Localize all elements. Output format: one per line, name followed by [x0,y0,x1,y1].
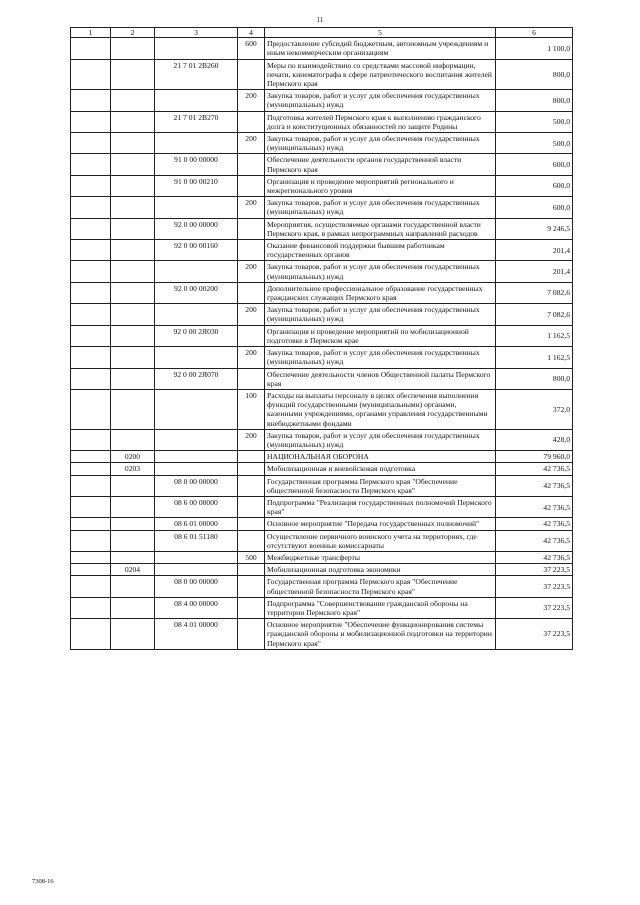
cell-target-code: 08 6 00 00000 [155,496,238,517]
cell-expense-type [238,576,265,597]
cell-col1 [71,368,111,389]
cell-amount: 42 736,5 [496,496,573,517]
cell-expense-type [238,218,265,239]
cell-description: Закупка товаров, работ и услуг для обеспечения государственных (муниципальных) нужд [265,197,496,218]
cell-section-code [111,59,155,90]
cell-target-code: 92 0 00 2Я070 [155,368,238,389]
table-row [71,325,573,346]
cell-col1 [71,240,111,261]
cell-section-code [111,530,155,551]
cell-col1 [71,38,111,59]
cell-expense-type: 500 [238,551,265,563]
table-row [71,304,573,325]
cell-expense-type [238,368,265,389]
cell-section-code [111,347,155,368]
cell-expense-type [238,463,265,475]
cell-expense-type [238,530,265,551]
cell-target-code [155,429,238,450]
cell-col1 [71,576,111,597]
cell-col1 [71,429,111,450]
cell-target-code [155,304,238,325]
cell-description: Подпрограмма "Реализация государственных полномочий Пермского края" [265,496,496,517]
table-row [71,475,573,496]
table-row [71,389,573,429]
cell-section-code [111,154,155,175]
cell-description: Обеспечение деятельности членов Общественной палаты Пермского края [265,368,496,389]
cell-target-code: 92 0 00 00000 [155,218,238,239]
budget-table [70,27,573,650]
cell-target-code [155,551,238,563]
cell-expense-type [238,59,265,90]
table-row [71,111,573,132]
cell-section-code [111,304,155,325]
table-row [71,496,573,517]
table-row [71,368,573,389]
table-row [71,597,573,618]
table-row [71,518,573,530]
cell-section-code [111,111,155,132]
cell-description: Закупка товаров, работ и услуг для обеспечения государственных (муниципальных) нужд [265,261,496,282]
cell-section-code: 0200 [111,451,155,463]
cell-expense-type [238,475,265,496]
cell-col1 [71,111,111,132]
table-row [71,463,573,475]
cell-expense-type [238,496,265,517]
cell-target-code: 91 0 00 00210 [155,175,238,196]
cell-section-code [111,475,155,496]
table-row [71,451,573,463]
cell-col1 [71,463,111,475]
table-row [71,429,573,450]
cell-section-code [111,240,155,261]
cell-section-code [111,90,155,111]
table-row [71,282,573,303]
header-cell: 5 [265,28,496,38]
cell-description: Организация и проведение мероприятий регионального и межрегионального уровня [265,175,496,196]
cell-amount: 800,0 [496,90,573,111]
cell-description: Закупка товаров, работ и услуг для обеспечения государственных (муниципальных) нужд [265,347,496,368]
cell-target-code: 92 0 00 2Я030 [155,325,238,346]
cell-section-code [111,197,155,218]
cell-section-code [111,389,155,429]
cell-description: Подпрограмма "Совершенствование гражданской обороны на территории Пермского края" [265,597,496,618]
cell-amount: 42 736,5 [496,551,573,563]
cell-description: Мобилизационная и вневойсковая подготовка [265,463,496,475]
cell-section-code [111,551,155,563]
cell-target-code [155,133,238,154]
cell-section-code [111,282,155,303]
cell-amount: 42 736,5 [496,463,573,475]
cell-amount: 42 736,5 [496,475,573,496]
cell-description: Закупка товаров, работ и услуг для обеспечения государственных (муниципальных) нужд [265,429,496,450]
cell-description: Основное мероприятие "Передача государственных полномочий" [265,518,496,530]
header-cell: 3 [155,28,238,38]
cell-amount: 500,0 [496,133,573,154]
table-row [71,347,573,368]
cell-description: Основное мероприятие "Обеспечение функционирования системы гражданской обороны и мобилизационной подготовки на территории Пермского края" [265,619,496,650]
cell-description: Государственная программа Пермского края "Обеспечение общественной безопасности Пермского края" [265,475,496,496]
cell-col1 [71,218,111,239]
header-cell: 4 [238,28,265,38]
cell-target-code: 21 7 01 2В270 [155,111,238,132]
cell-target-code [155,463,238,475]
cell-expense-type [238,564,265,576]
cell-expense-type [238,175,265,196]
cell-expense-type: 200 [238,133,265,154]
cell-expense-type: 200 [238,261,265,282]
cell-col1 [71,597,111,618]
cell-amount: 428,0 [496,429,573,450]
cell-expense-type [238,282,265,303]
cell-description: Осуществление первичного воинского учета на территориях, где отсутствуют военные комиссариаты [265,530,496,551]
cell-amount: 1 162,5 [496,325,573,346]
cell-target-code: 08 0 00 00000 [155,576,238,597]
cell-description: Обеспечение деятельности органов государственной власти Пермского края [265,154,496,175]
cell-description: Мобилизационная подготовка экономики [265,564,496,576]
cell-amount: 800,0 [496,59,573,90]
cell-description: Расходы на выплаты персоналу в целях обеспечения выполнения функций государственными (муниципальными) органами, казенными учреждениями, органами управления государственными внебюджетными фондами [265,389,496,429]
cell-expense-type: 200 [238,90,265,111]
cell-col1 [71,518,111,530]
cell-amount: 9 246,5 [496,218,573,239]
cell-expense-type: 600 [238,38,265,59]
cell-col1 [71,261,111,282]
cell-target-code [155,38,238,59]
cell-amount: 42 736,5 [496,530,573,551]
header-cell: 1 [71,28,111,38]
document-id: 7308-16 [32,878,54,885]
cell-target-code: 92 0 00 00160 [155,240,238,261]
cell-section-code [111,576,155,597]
cell-expense-type [238,111,265,132]
cell-section-code [111,597,155,618]
header-cell: 6 [496,28,573,38]
cell-section-code [111,175,155,196]
table-row [71,619,573,650]
cell-description: Закупка товаров, работ и услуг для обеспечения государственных (муниципальных) нужд [265,133,496,154]
cell-col1 [71,551,111,563]
cell-description: Оказание финансовой поддержки бывшим работникам государственных органов [265,240,496,261]
cell-description: НАЦИОНАЛЬНАЯ ОБОРОНА [265,451,496,463]
cell-expense-type [238,154,265,175]
cell-section-code [111,38,155,59]
cell-target-code [155,90,238,111]
cell-description: Межбюджетные трансферты [265,551,496,563]
cell-col1 [71,133,111,154]
cell-amount: 372,0 [496,389,573,429]
cell-amount: 800,0 [496,368,573,389]
cell-col1 [71,154,111,175]
cell-amount: 500,0 [496,111,573,132]
table-row [71,197,573,218]
header-cell: 2 [111,28,155,38]
cell-col1 [71,564,111,576]
cell-col1 [71,197,111,218]
cell-expense-type [238,518,265,530]
cell-target-code: 08 6 01 00000 [155,518,238,530]
table-row [71,175,573,196]
cell-expense-type: 200 [238,304,265,325]
table-row [71,576,573,597]
cell-col1 [71,530,111,551]
cell-section-code [111,619,155,650]
cell-target-code [155,347,238,368]
cell-expense-type: 100 [238,389,265,429]
cell-section-code [111,496,155,517]
cell-target-code: 91 0 00 00000 [155,154,238,175]
cell-expense-type [238,325,265,346]
table-row [71,59,573,90]
cell-section-code [111,261,155,282]
cell-description: Закупка товаров, работ и услуг для обеспечения государственных (муниципальных) нужд [265,304,496,325]
cell-amount: 600,0 [496,175,573,196]
cell-amount: 79 960,0 [496,451,573,463]
cell-expense-type [238,451,265,463]
cell-section-code [111,429,155,450]
cell-expense-type: 200 [238,429,265,450]
cell-col1 [71,175,111,196]
cell-col1 [71,451,111,463]
cell-target-code [155,197,238,218]
cell-target-code: 08 0 00 00000 [155,475,238,496]
cell-target-code: 21 7 01 2В260 [155,59,238,90]
cell-amount: 201,4 [496,240,573,261]
cell-section-code: 0204 [111,564,155,576]
cell-target-code [155,564,238,576]
page-number: 11 [316,16,324,24]
cell-amount: 7 082,6 [496,282,573,303]
cell-amount: 37 223,5 [496,597,573,618]
table-row [71,154,573,175]
cell-amount: 201,4 [496,261,573,282]
cell-section-code [111,133,155,154]
cell-section-code: 0203 [111,463,155,475]
cell-col1 [71,90,111,111]
table-row [71,551,573,563]
cell-section-code [111,368,155,389]
cell-amount: 42 736,5 [496,518,573,530]
cell-description: Дополнительное профессиональное образование государственных гражданских служащих Пермского края [265,282,496,303]
cell-col1 [71,282,111,303]
cell-section-code [111,218,155,239]
cell-expense-type [238,240,265,261]
cell-description: Мероприятия, осуществляемые органами государственной власти Пермского края, в рамках непрограммных направлений расходов [265,218,496,239]
table-row [71,218,573,239]
cell-col1 [71,496,111,517]
cell-expense-type: 200 [238,197,265,218]
table-header-row [71,28,573,38]
cell-description: Организация и проведение мероприятий по мобилизационной подготовке в Пермском крае [265,325,496,346]
cell-col1 [71,325,111,346]
cell-amount: 37 223,5 [496,564,573,576]
table-row [71,38,573,59]
cell-amount: 600,0 [496,197,573,218]
cell-section-code [111,518,155,530]
cell-amount: 1 162,5 [496,347,573,368]
table-row [71,240,573,261]
table-row [71,261,573,282]
cell-col1 [71,347,111,368]
cell-target-code: 08 4 01 00000 [155,619,238,650]
cell-description: Меры по взаимодействию со средствами массовой информации, печати, кинематографа в сфере патриотического воспитания жителей Пермского края [265,59,496,90]
cell-col1 [71,619,111,650]
cell-target-code: 08 4 00 00000 [155,597,238,618]
cell-description: Предоставление субсидий бюджетным, автономным учреждениям и иным некоммерческим организациям [265,38,496,59]
cell-amount: 600,0 [496,154,573,175]
cell-description: Закупка товаров, работ и услуг для обеспечения государственных (муниципальных) нужд [265,90,496,111]
cell-col1 [71,304,111,325]
table-row [71,564,573,576]
cell-amount: 37 223,5 [496,576,573,597]
cell-target-code: 08 6 01 51180 [155,530,238,551]
table-row [71,133,573,154]
cell-target-code: 92 0 00 00200 [155,282,238,303]
cell-col1 [71,475,111,496]
cell-amount: 7 082,6 [496,304,573,325]
cell-target-code [155,389,238,429]
table-row [71,90,573,111]
cell-amount: 37 223,5 [496,619,573,650]
cell-col1 [71,389,111,429]
cell-amount: 1 100,0 [496,38,573,59]
cell-expense-type [238,597,265,618]
cell-expense-type [238,619,265,650]
cell-target-code [155,261,238,282]
cell-target-code [155,451,238,463]
cell-section-code [111,325,155,346]
cell-expense-type: 200 [238,347,265,368]
cell-description: Государственная программа Пермского края "Обеспечение общественной безопасности Пермского края" [265,576,496,597]
cell-col1 [71,59,111,90]
table-row [71,530,573,551]
cell-description: Подготовка жителей Пермского края к выполнению гражданского долга и конституционных обязанностей по защите Родины [265,111,496,132]
